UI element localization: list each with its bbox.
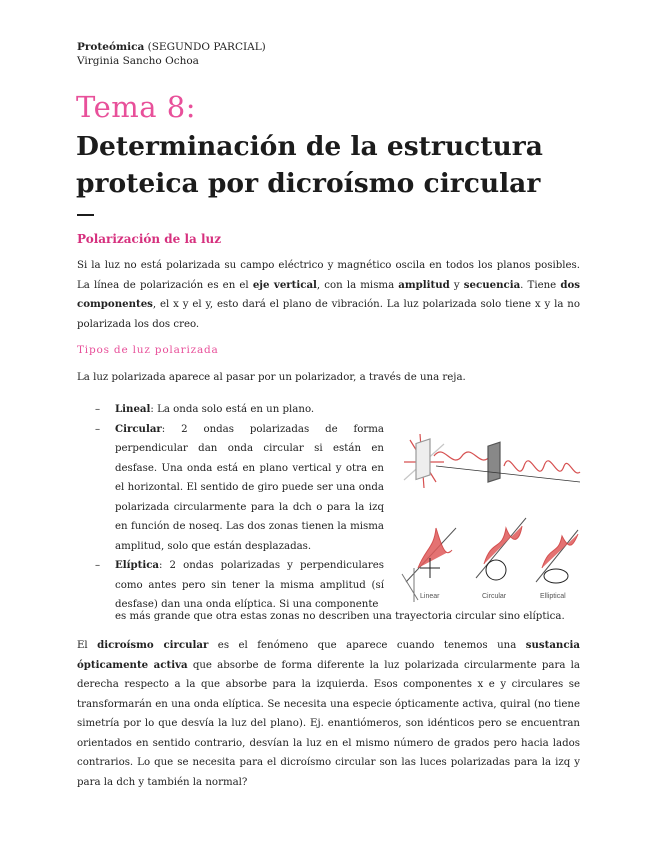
figure-label-elliptical: Elliptical bbox=[540, 593, 566, 600]
page-title bbox=[76, 128, 596, 202]
list-item-lineal: – Lineal: La onda solo está en un plano. bbox=[95, 403, 315, 415]
polarization-types-list bbox=[95, 400, 384, 615]
polarization-types-figure bbox=[396, 508, 584, 606]
figure-label-linear: Linear bbox=[420, 593, 440, 600]
polarizer-wave-figure bbox=[396, 422, 584, 504]
course-name: Proteómica bbox=[77, 41, 145, 53]
topic-number: Tema 8: bbox=[76, 90, 196, 124]
paragraph-dicroismo: El dicroísmo circular es el fenómeno que aparece cuando tenemos una sustancia ópticamente activa que absorbe de forma diferente la luz polarizada circularmente para la derecha respecto a la que absorbe para la izquierda. Esos componentes x e y circulares se transformarán en una onda elíptica. Se necesita una especie ópticamente activa, quiral (no tiene simetría por lo que desvía la luz del plano). Ej. enantiómeros, son idénticos pero se encuentran orientados en sentido contrario, desvían la luz en el mismo número de grados pero hacia lados contrarios. Lo que se necesita para el dicroísmo circular son las luces polarizadas para la izq y para la dch y también la normal? bbox=[77, 639, 580, 788]
title-line-1: Determinación de la estructura bbox=[76, 131, 543, 162]
paragraph-intro: La luz polarizada aparece al pasar por un polarizador, a través de una reja. bbox=[77, 372, 466, 383]
author-name: Virginia Sancho Ochoa bbox=[77, 55, 199, 67]
list-item-continuation: es más grande que otra estas zonas no describen una trayectoria circular sino elíptica. bbox=[115, 611, 565, 622]
subsection-heading-tipos: Tipos de luz polarizada bbox=[77, 344, 219, 356]
paragraph-polarizacion: Si la luz no está polarizada su campo eléctrico y magnético oscila en todos los planos posibles. La línea de polarización es en el eje vertical, con la misma amplitud y secuencia. Tiene dos componentes, el x y el y, esto dará el plano de vibración. La luz polarizada solo tiene x y la no polarizada los dos creo. bbox=[77, 260, 580, 330]
course-term: (SEGUNDO PARCIAL) bbox=[147, 41, 266, 53]
list-item-circular: – Circular: 2 ondas polarizadas de forma perpendicular dan onda circular si están en desfase. Una onda está en plano vertical y otra en el horizontal. El sentido de giro puede ser una onda polarizada circularmente para la dch o para la izq en función de noseq. Las dos zonas tienen la misma amplitud, solo que están desplazadas. bbox=[95, 422, 384, 552]
list-item-eliptica: – Elíptica: 2 ondas polarizadas y perpendiculares como antes pero sin tener la misma amplitud (sí desfase) dan una onda elíptica. Si una componente bbox=[95, 559, 384, 610]
course-header bbox=[77, 41, 266, 53]
section-heading-polarizacion: Polarización de la luz bbox=[77, 232, 222, 246]
figure-label-circular: Circular bbox=[482, 593, 507, 600]
title-line-2: proteica por dicroísmo circular bbox=[76, 168, 541, 199]
title-divider bbox=[77, 214, 94, 216]
